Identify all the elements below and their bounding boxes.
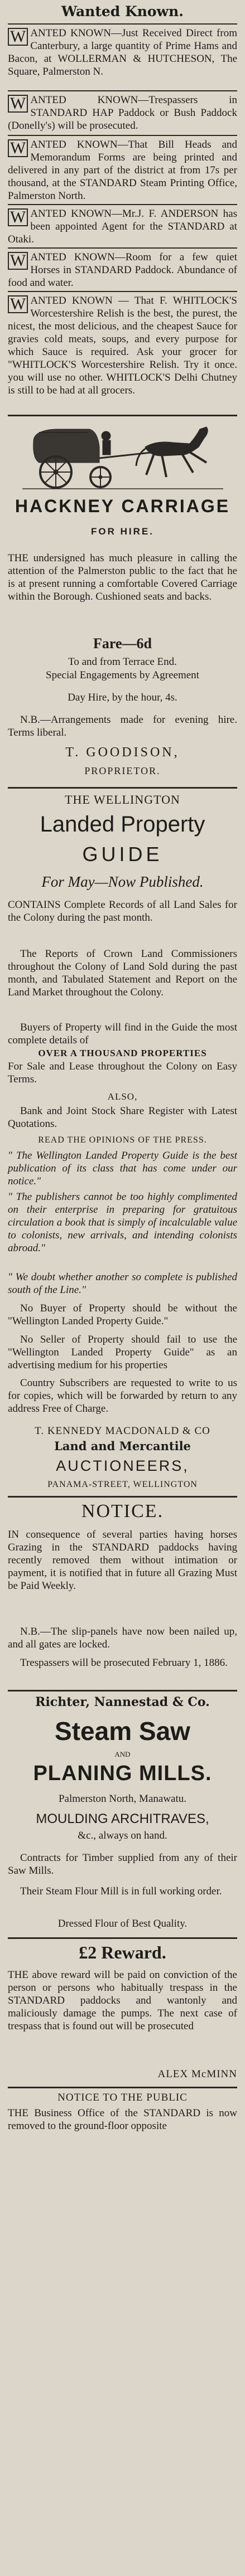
landed-para-6: Bank and Joint Stock Share Register with Latest Quotations. bbox=[8, 1105, 237, 1130]
divider bbox=[8, 2087, 237, 2088]
public-title: NOTICE TO THE PUBLIC bbox=[57, 2092, 188, 2103]
landed-quote-3: " We doubt whether another so complete is published south of the Line." bbox=[8, 1271, 237, 1296]
notice-body bbox=[8, 1528, 237, 1592]
landed-para-7: No Buyer of Property should be without the "Wellington Landed Property Guide." bbox=[8, 1302, 237, 1327]
sawmill-flour: Their Steam Flour Mill is in full working order. bbox=[20, 1885, 222, 1897]
carriage-day-hire: Day Hire, by the hour, 4s. bbox=[68, 692, 177, 703]
landed-address: PANAMA-STREET, WELLINGTON bbox=[47, 1480, 198, 1489]
drop-letter: W bbox=[8, 252, 28, 270]
landed-quote-2: " The publishers cannot be too highly complimented on their enterprise in preparing for gratuitous circulation a book that is simply of incalculable value to colonists, new arrivals, and intending colonists abroad." bbox=[8, 1191, 237, 1254]
reward-body bbox=[8, 1969, 237, 2033]
public-body bbox=[8, 2107, 237, 2132]
drop-letter: W bbox=[8, 208, 28, 226]
wanted-ad-text: ANTED KNOWN—Trespassers in STANDARD HAP Paddock or Bush Paddock (Donelly's) will be prosecuted. bbox=[8, 94, 237, 132]
landed-firm: T. KENNEDY MACDONALD & CO bbox=[35, 1425, 210, 1437]
sawmill-and: AND bbox=[114, 1750, 131, 1758]
drop-letter: W bbox=[8, 139, 28, 157]
wanted-ad-1 bbox=[8, 27, 237, 78]
divider bbox=[8, 90, 237, 91]
landed-title-2: GUIDE bbox=[82, 843, 163, 866]
divider bbox=[8, 247, 237, 249]
landed-quote-1: " The Wellington Landed Property Guide is the best publication of its class that has come under our notice." bbox=[8, 1150, 237, 1187]
carriage-body-text: THE undersigned has much pleasure in calling the attention of the Palmerston public to the fact that he is at present running a comfortable Covered Carriage within the Borough. Cushioned seats and backs. bbox=[8, 552, 237, 602]
landed-intro: THE WELLINGTON bbox=[65, 793, 180, 806]
sawmill-contracts: Contracts for Timber supplied from any of their Saw Mills. bbox=[8, 1852, 237, 1877]
landed-firm-3: AUCTIONEERS, bbox=[56, 1457, 189, 1474]
landed-para-4: OVER A THOUSAND PROPERTIES bbox=[38, 1048, 207, 1058]
notice-body-text: IN consequence of several parties having horses Grazing in the STANDARD paddocks having recently removed them without intimation or payment, it is notified that in future all Grazing Must be Paid Weekly. bbox=[8, 1529, 237, 1592]
drop-letter: W bbox=[8, 95, 28, 113]
wanted-ad-6 bbox=[8, 294, 237, 397]
wanted-ad-4 bbox=[8, 207, 237, 246]
horse-carriage-illustration bbox=[22, 419, 223, 492]
sawmill-moulding-2: &c., always on hand. bbox=[78, 1830, 167, 1841]
landed-para-1 bbox=[8, 898, 237, 924]
divider bbox=[8, 135, 237, 136]
reward-title: £2 Reward. bbox=[79, 1942, 166, 1962]
carriage-name: T. GOODISON, bbox=[65, 745, 180, 760]
notice-title: NOTICE. bbox=[81, 1501, 164, 1522]
wanted-ad-text: ANTED KNOWN—Mr.J. F. ANDERSON has been appointed Agent for the STANDARD at Otaki. bbox=[8, 208, 237, 245]
landed-also: ALSO, bbox=[107, 1091, 138, 1102]
landed-press-head: READ THE OPINIONS OF THE PRESS. bbox=[38, 1135, 207, 1145]
sawmill-title-2: PLANING MILLS. bbox=[33, 1762, 212, 1785]
public-body-text: THE Business Office of the STANDARD is now removed to the ground-floor opposite bbox=[8, 2107, 237, 2132]
carriage-special: Special Engagements by Agreement bbox=[46, 669, 199, 681]
carriage-fare-note: To and from Terrace End. bbox=[68, 656, 177, 668]
carriage-body bbox=[8, 552, 237, 603]
landed-para-9: Country Subscribers are requested to write to us for copies, which will be forwarded by return to any address Free of Charge. bbox=[8, 1377, 237, 1415]
wanted-ad-2 bbox=[8, 94, 237, 132]
divider bbox=[8, 23, 237, 25]
divider bbox=[8, 1690, 237, 1692]
divider bbox=[8, 1937, 237, 1939]
carriage-title: HACKNEY CARRIAGE bbox=[15, 496, 230, 516]
landed-para-3: Buyers of Property will find in the Guide the most complete details of bbox=[8, 1022, 237, 1046]
landed-para-1-text: CONTAINS Complete Records of all Land Sales for the Colony during the past month. bbox=[8, 899, 237, 924]
sawmill-moulding: MOULDING ARCHITRAVES, bbox=[36, 1811, 209, 1826]
divider bbox=[8, 415, 237, 416]
notice-nb: N.B.—The slip-panels have now been nailed up, and all gates are locked. bbox=[8, 1626, 237, 1650]
notice-trespass: Trespassers will be prosecuted February 1, 1886. bbox=[20, 1657, 228, 1669]
landed-title-1: Landed Property bbox=[40, 812, 205, 837]
drop-letter: W bbox=[8, 295, 28, 313]
divider bbox=[8, 1496, 237, 1498]
divider bbox=[8, 291, 237, 292]
reward-body-text: THE above reward will be paid on conviction of the person or persons who habitually trespass in the STANDARD paddocks and wantonly and maliciously damage the pumps. The next case of trespass that is found out will be prosecuted bbox=[8, 1969, 237, 2032]
reward-name: ALEX McMINN bbox=[157, 2068, 237, 2080]
landed-para-2: The Reports of Crown Land Commissioners throughout the Colony of Land Sold during the past month, and Tabulated Statement and Report on the Land Market throughout the Colony. bbox=[8, 948, 237, 998]
sawmill-title-1: Steam Saw bbox=[55, 1717, 190, 1746]
wanted-ad-5 bbox=[8, 251, 237, 289]
wanted-ad-text: ANTED KNOWN—Room for a few quiet Horses in STANDARD Paddock. Abundance of food and water. bbox=[8, 251, 237, 289]
carriage-nb: N.B.—Arrangements made for evening hire. Terms liberal. bbox=[8, 714, 237, 738]
wanted-ad-text: ANTED KNOWN—That Bill Heads and Memorandum Forms are being printed and delivered in any part of the district at from 17s per thousand, at the STANDARD Steam Printing Office, Palmerston North. bbox=[8, 139, 237, 202]
carriage-subtitle: FOR HIRE. bbox=[91, 526, 154, 537]
sawmill-firm: Richter, Nannestad & Co. bbox=[35, 1695, 210, 1709]
landed-para-8: No Seller of Property should fail to use the "Wellington Landed Property Guide" as an advertising medium for his properties bbox=[8, 1334, 237, 1371]
carriage-role: PROPRIETOR. bbox=[84, 765, 161, 776]
wanted-ad-text: ANTED KNOWN—Just Received Direct from Canterbury, a large quantity of Prime Hams and Bacon, at WOLLERMAN & HUTCHESON, The Square, Palmerston N. bbox=[8, 27, 237, 77]
sawmill-dressed: Dressed Flour of Best Quality. bbox=[57, 1918, 188, 1929]
wanted-header: Wanted Known. bbox=[61, 3, 184, 20]
landed-para-5: For Sale and Lease throughout the Colony on Easy Terms. bbox=[8, 1061, 237, 1085]
landed-subtitle: For May—Now Published. bbox=[41, 873, 204, 890]
wanted-ad-text: ANTED KNOWN — That F. WHITLOCK'S Worcestershire Relish is the best, the purest, the nicest, the most delicious, and the cheapest Sauce for gravies cold meats, soups, and every purpose for which Sauce is required. Ask your grocer for "WHITLOCK'S Worcestershire Relish. Try it once. you will use no other. WHITLOCK'S Delhi Chutney is still to be had at all grocers. bbox=[8, 295, 237, 396]
landed-firm-2: Land and Mercantile bbox=[54, 1439, 191, 1453]
wanted-ad-3 bbox=[8, 138, 237, 202]
drop-letter: W bbox=[8, 28, 28, 46]
carriage-fare: Fare—6d bbox=[93, 635, 152, 652]
divider bbox=[8, 204, 237, 205]
divider bbox=[8, 787, 237, 789]
sawmill-location: Palmerston North, Manawatu. bbox=[58, 1793, 186, 1805]
